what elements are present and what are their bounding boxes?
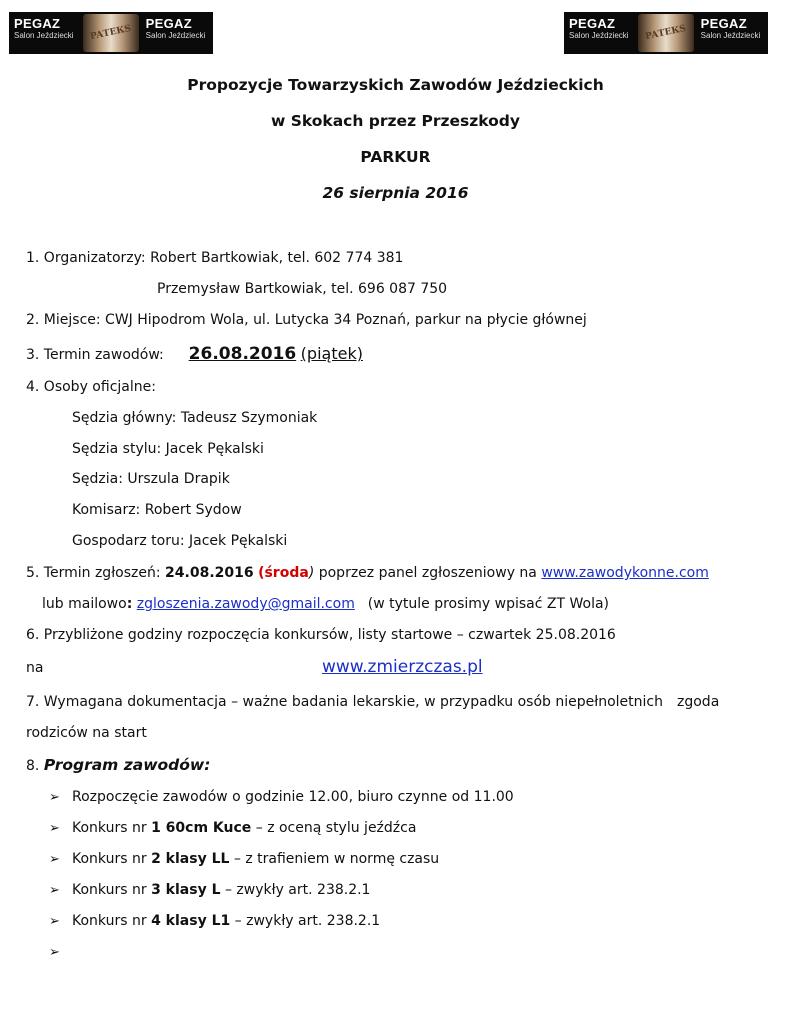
venue-line: 2. Miejsce: CWJ Hipodrom Wola, ul. Lutycka 34 Poznań, parkur na płycie głównej (26, 312, 587, 328)
program-item: Konkurs nr 4 klasy L1 – zwykły art. 238.2.1 (72, 913, 381, 929)
registration-mail-line (42, 596, 609, 612)
registration-label: 5. Termin zgłoszeń: (26, 565, 161, 581)
results-url-link[interactable]: www.zmierzczas.pl (322, 657, 483, 677)
registration-day: (środa (258, 565, 309, 581)
event-date-label: 3. Termin zawodów: (26, 347, 164, 363)
doc-title-date: 26 sierpnia 2016 (322, 184, 469, 202)
logo-name: PEGAZ (569, 16, 616, 31)
bullet-arrow-icon: ➢ (49, 790, 60, 805)
organizers-line: 1. Organizatorzy: Robert Bartkowiak, tel. 602 774 381 (26, 250, 404, 266)
event-date-value: 26.08.2016 (188, 344, 297, 364)
registration-url-link[interactable]: www.zawodykonne.com (541, 565, 709, 581)
registration-via: poprzez panel zgłoszeniowy na (318, 565, 537, 581)
doc-title-line2: w Skokach przez Przeszkody (270, 112, 521, 130)
logo-brand-right (141, 12, 213, 54)
bullet-arrow-icon: ➢ (49, 821, 60, 836)
bullet-arrow-icon: ➢ (49, 945, 60, 960)
program-item: Konkurs nr 1 60cm Kuce – z oceną stylu jeźdźca (72, 820, 417, 836)
doc-title-line1: Propozycje Towarzyskich Zawodów Jeździeckich (187, 76, 604, 94)
official-item: Sędzia główny: Tadeusz Szymoniak (72, 410, 318, 426)
logo-name: PEGAZ (14, 16, 61, 31)
horse-emblem-icon: PAТЕКS (638, 14, 693, 52)
bullet-arrow-icon: ➢ (49, 852, 60, 867)
official-item: Gospodarz toru: Jacek Pękalski (72, 533, 288, 549)
event-day: (piątek) (300, 344, 363, 363)
program-heading (26, 756, 210, 774)
logo-subtitle: Salon Jeździecki (700, 31, 761, 40)
logo-brand-left (9, 12, 81, 54)
mail-label: lub mailowo (42, 596, 127, 612)
organizers-line-2: Przemysław Bartkowiak, tel. 696 087 750 (157, 281, 448, 297)
official-item: Sędzia: Urszula Drapik (72, 471, 230, 487)
schedule-na: na (26, 660, 44, 676)
documents-line: 7. Wymagana dokumentacja – ważne badania lekarskie, w przypadku osób niepełnoletnich (26, 694, 663, 710)
mail-colon: : (126, 596, 133, 612)
registration-line (26, 565, 709, 581)
official-item: Komisarz: Robert Sydow (72, 502, 242, 518)
program-item: Konkurs nr 2 klasy LL – z trafieniem w normę czasu (72, 851, 440, 867)
schedule-line: 6. Przybliżone godziny rozpoczęcia konkursów, listy startowe – czwartek 25.08.2016 (26, 627, 616, 643)
horse-emblem-icon: PAТЕКS (83, 14, 138, 52)
program-label: Program zawodów: (43, 756, 211, 774)
documents-line-tail: zgoda (677, 694, 720, 710)
doc-title-line3: PARKUR (360, 148, 431, 166)
program-item: Konkurs nr 3 klasy L – zwykły art. 238.2.1 (72, 882, 371, 898)
logo-name: PEGAZ (145, 16, 192, 31)
logo-name: PEGAZ (700, 16, 747, 31)
documents-line-2: rodziców na start (26, 725, 147, 741)
logo-brand-right (696, 12, 768, 54)
registration-day-close: ) (308, 565, 315, 581)
official-item: Sędzia stylu: Jacek Pękalski (72, 441, 264, 457)
registration-date: 24.08.2016 (165, 565, 254, 581)
email-link[interactable]: zgloszenia.zawody@gmail.com (136, 596, 355, 612)
mail-note: (w tytule prosimy wpisać ZT Wola) (367, 596, 610, 612)
logo-subtitle: Salon Jeździecki (145, 31, 206, 40)
logo-subtitle: Salon Jeździecki (569, 31, 629, 40)
logo-right (564, 12, 768, 54)
program-number: 8. (26, 758, 40, 774)
logo-subtitle: Salon Jeździecki (14, 31, 74, 40)
officials-heading: 4. Osoby oficjalne: (26, 379, 156, 395)
bullet-arrow-icon: ➢ (49, 883, 60, 898)
program-item: Rozpoczęcie zawodów o godzinie 12.00, biuro czynne od 11.00 (72, 789, 514, 805)
event-date-line (26, 344, 363, 364)
bullet-arrow-icon: ➢ (49, 914, 60, 929)
logo-left (9, 12, 213, 54)
logo-brand-left (564, 12, 636, 54)
